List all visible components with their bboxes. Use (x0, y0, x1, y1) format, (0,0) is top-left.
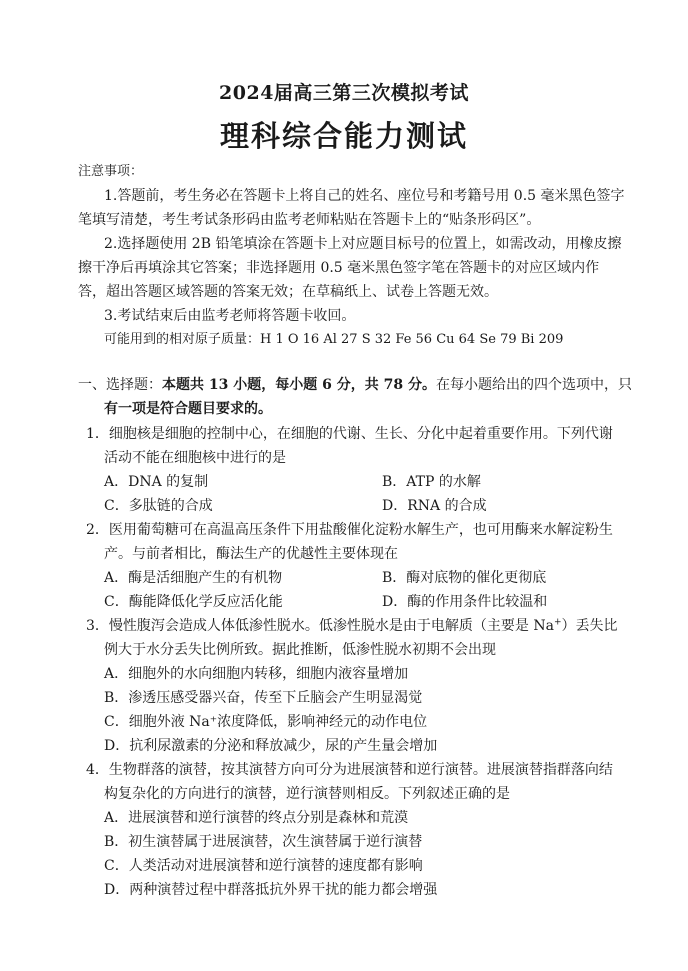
question-4-option-b: B．初生演替属于进展演替，次生演替属于逆行演替 (104, 834, 423, 850)
question-3-line1-a: 3．慢性腹泻会造成人体低渗性脱水。低渗性脱水是由于电解质（主要是 Na (86, 618, 554, 634)
question-2-line2: 产。与前者相比，酶法生产的优越性主要体现在 (104, 546, 398, 562)
atomic-masses: 可能用到的相对原子质量：H 1 O 16 Al 27 S 32 Fe 56 Cu 64 Se 79 Bi 209 (104, 332, 564, 347)
question-4-line1: 4．生物群落的演替，按其演替方向可分为进展演替和逆行演替。进展演替指群落向结 (86, 762, 613, 778)
notice-item1-line1: 1.答题前，考生务必在答题卡上将自己的姓名、座位号和考籍号用 0.5 毫米黑色签字 (104, 188, 625, 204)
question-4-option-c: C．人类活动对进展演替和逆行演替的速度都有影响 (104, 858, 423, 874)
question-2-option-a: A．酶是活细胞产生的有机物 (104, 570, 283, 586)
question-3-option-a: A．细胞外的水向细胞内转移，细胞内液容量增加 (104, 666, 409, 682)
section-desc-line2: 有一项是符合题目要求的。 (104, 401, 272, 417)
question-3-option-d: D．抗利尿激素的分泌和释放减少，尿的产生量会增加 (104, 738, 438, 754)
notice-item2-line1: 2.选择题使用 2B 铅笔填涂在答题卡上对应题目标号的位置上，如需改动，用橡皮擦 (104, 236, 622, 252)
question-3-option-c: C．细胞外液 Na⁺浓度降低，影响神经元的动作电位 (104, 714, 428, 730)
section-label: 一、选择题： (78, 377, 162, 393)
exam-subtitle: 理科综合能力测试 (219, 119, 468, 153)
sodium-charge: + (553, 617, 562, 628)
notice-item3: 3.考试结束后由监考老师将答题卡收回。 (104, 308, 356, 324)
question-1-option-a: A．DNA 的复制 (104, 474, 209, 490)
question-2-option-d: D．酶的作用条件比较温和 (382, 594, 548, 610)
section-header (78, 375, 632, 395)
question-1-option-b: B．ATP 的水解 (382, 474, 481, 490)
question-1-line2: 活动不能在细胞核中进行的是 (104, 450, 286, 466)
question-2-option-c: C．酶能降低化学反应活化能 (104, 594, 283, 610)
question-3-option-b: B．渗透压感受器兴奋，传至下丘脑会产生明显渴觉 (104, 690, 423, 706)
notice-item2-line2: 擦干净后再填涂其它答案；非选择题用 0.5 毫米黑色签字笔在答题卡的对应区域内作 (78, 260, 600, 276)
question-1-option-c: C．多肽链的合成 (104, 498, 213, 514)
question-4-option-a: A．进展演替和逆行演替的终点分别是森林和荒漠 (104, 810, 409, 826)
question-4-line2: 构复杂化的方向进行的演替，逆行演替则相反。下列叙述正确的是 (104, 786, 510, 802)
question-2-line1: 2．医用葡萄糖可在高温高压条件下用盐酸催化淀粉水解生产，也可用酶来水解淀粉生 (86, 522, 613, 538)
notice-item1-line2: 笔填写清楚，考生考试条形码由监考老师粘贴在答题卡上的“贴条形码区”。 (78, 212, 541, 228)
question-1-option-d: D．RNA 的合成 (382, 498, 487, 514)
question-3-line1-b: ）丢失比 (561, 618, 618, 634)
question-2-option-b: B．酶对底物的催化更彻底 (382, 570, 547, 586)
exam-title: 2024届高三第三次模拟考试 (219, 82, 469, 104)
question-1-line1: 1．细胞核是细胞的控制中心，在细胞的代谢、生长、分化中起着重要作用。下列代谢 (86, 426, 613, 442)
question-4-option-d: D．两种演替过程中群落抵抗外界干扰的能力都会增强 (104, 882, 438, 898)
section-desc-bold: 本题共 13 小题，每小题 6 分，共 78 分。 (162, 377, 436, 393)
section-desc-rest: 在每小题给出的四个选项中，只 (435, 377, 632, 393)
question-3-line1 (86, 616, 618, 636)
notice-heading: 注意事项： (78, 164, 144, 179)
notice-item2-line3: 答，超出答题区域答题的答案无效；在草稿纸上、试卷上答题无效。 (78, 284, 498, 300)
question-3-line2: 例大于水分丢失比例所致。据此推断，低渗性脱水初期不会出现 (104, 642, 496, 658)
